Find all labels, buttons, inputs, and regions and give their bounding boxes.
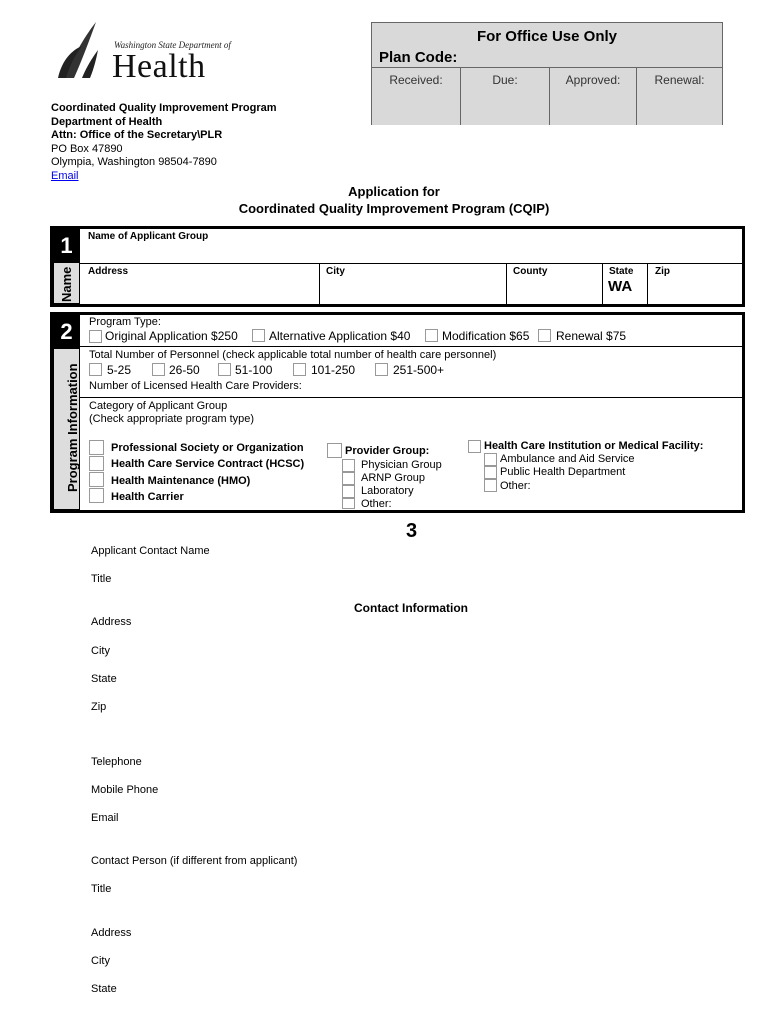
title-label: Title — [91, 573, 112, 585]
contact-city-label: City — [91, 645, 110, 657]
provider-group-checkbox[interactable] — [327, 443, 342, 458]
personnel-26-50-label: 26-50 — [169, 363, 200, 377]
contact-state-label: State — [91, 673, 117, 685]
city-label: City — [326, 266, 345, 277]
category-hint: (Check appropriate program type) — [89, 413, 255, 425]
contact-email-label: Email — [91, 812, 119, 824]
doh-logo — [52, 20, 232, 90]
contact-person-address-label: Address — [91, 927, 132, 939]
contact-person-title-label: Title — [91, 883, 112, 895]
personnel-101-250-checkbox[interactable] — [293, 363, 306, 376]
due-cell[interactable]: Due: — [460, 67, 549, 125]
institution-label: Health Care Institution or Medical Facility: — [484, 440, 704, 452]
sender-address — [51, 102, 277, 183]
program-name: Coordinated Quality Improvement Program — [51, 102, 277, 114]
email-link[interactable]: Email — [51, 169, 79, 182]
renewal-label: Renewal $75 — [556, 329, 627, 343]
health-carrier-checkbox[interactable] — [89, 488, 104, 503]
plan-code-label: Plan Code: — [379, 49, 458, 66]
address-label: Address — [88, 266, 129, 277]
ambulance-label: Ambulance and Aid Service — [500, 453, 635, 465]
personnel-5-25-label: 5-25 — [107, 363, 132, 377]
po-box: PO Box 47890 — [51, 142, 123, 155]
personnel-251-500-label: 251-500+ — [393, 363, 445, 377]
contact-person-state-label: State — [91, 983, 117, 995]
section-3-number: 3 — [406, 520, 418, 542]
provider-group-label: Provider Group: — [345, 445, 430, 457]
contact-info-heading: Contact Information — [354, 601, 468, 615]
public-health-checkbox[interactable] — [484, 466, 497, 479]
original-application-checkbox[interactable] — [89, 330, 102, 343]
renewal-cell[interactable]: Renewal: — [636, 67, 722, 125]
institution-other-checkbox[interactable] — [484, 479, 497, 492]
office-title: For Office Use Only — [476, 28, 618, 45]
form-title — [0, 183, 770, 217]
personnel-101-250-label: 101-250 — [311, 363, 356, 377]
contact-person-city-label: City — [91, 955, 110, 967]
office-use-box — [371, 22, 723, 125]
arnp-group-label: ARNP Group — [361, 472, 425, 484]
professional-society-label: Professional Society or Organization — [111, 442, 304, 454]
institution-checkbox[interactable] — [468, 440, 481, 453]
applicant-group-field[interactable] — [82, 244, 740, 262]
personnel-251-500-checkbox[interactable] — [375, 363, 388, 376]
personnel-26-50-checkbox[interactable] — [152, 363, 165, 376]
mobile-phone-label: Mobile Phone — [91, 784, 159, 796]
health-carrier-label: Health Carrier — [111, 491, 184, 503]
section-2-side-label: Program Information — [65, 363, 80, 492]
section-1-number: 1 — [53, 229, 80, 262]
hmo-label: Health Maintenance (HMO) — [111, 475, 251, 487]
ambulance-checkbox[interactable] — [484, 453, 497, 466]
arnp-group-checkbox[interactable] — [342, 472, 355, 485]
renewal-checkbox[interactable] — [538, 329, 551, 342]
hmo-checkbox[interactable] — [89, 472, 104, 487]
county-label: County — [513, 266, 548, 277]
approved-cell[interactable]: Approved: — [549, 67, 636, 125]
city-line: Olympia, Washington 98504-7890 — [51, 156, 217, 168]
professional-society-checkbox[interactable] — [89, 440, 104, 455]
personnel-51-100-label: 51-100 — [235, 363, 273, 377]
provider-other-label: Other: — [361, 498, 392, 509]
state-value: WA — [608, 278, 633, 295]
category-label: Category of Applicant Group — [89, 400, 228, 412]
state-label: State — [609, 266, 634, 277]
zip-label: Zip — [655, 266, 670, 277]
laboratory-checkbox[interactable] — [342, 485, 355, 498]
personnel-51-100-checkbox[interactable] — [218, 363, 231, 376]
alternative-application-checkbox[interactable] — [252, 329, 265, 342]
form-title-line1: Application for — [348, 184, 440, 199]
physician-group-label: Physician Group — [361, 459, 442, 471]
personnel-label: Total Number of Personnel (check applicable total number of health care personnel) — [89, 349, 497, 361]
section-2-number: 2 — [53, 315, 80, 348]
section-1-side-label: Name — [59, 266, 74, 302]
modification-label: Modification $65 — [442, 329, 530, 343]
provider-other-checkbox[interactable] — [342, 498, 355, 509]
form-title-line2: Coordinated Quality Improvement Program (CQIP) — [238, 201, 550, 216]
public-health-label: Public Health Department — [500, 466, 626, 478]
hcsc-label: Health Care Service Contract (HCSC) — [111, 458, 305, 470]
contact-person-label: Contact Person (if different from applicant) — [91, 855, 298, 867]
program-type-label: Program Type: — [89, 316, 161, 328]
hcsc-checkbox[interactable] — [89, 456, 104, 471]
department-name: Department of Health — [51, 115, 163, 128]
licensed-providers-label: Number of Licensed Health Care Providers: — [89, 380, 302, 392]
physician-group-checkbox[interactable] — [342, 459, 355, 472]
received-cell[interactable]: Received: — [372, 67, 460, 125]
contact-address-label: Address — [91, 616, 132, 628]
logo-subtitle: Washington State Department of — [114, 40, 231, 50]
personnel-5-25-checkbox[interactable] — [89, 363, 102, 376]
telephone-label: Telephone — [91, 756, 142, 768]
contact-zip-label: Zip — [91, 701, 107, 713]
alternative-application-label: Alternative Application $40 — [269, 329, 411, 343]
applicant-group-label: Name of Applicant Group — [88, 231, 209, 242]
original-application-label: Original Application $250 — [105, 329, 238, 343]
applicant-contact-name-label: Applicant Contact Name — [91, 545, 210, 557]
logo-name: Health — [112, 48, 206, 85]
laboratory-label: Laboratory — [361, 485, 414, 497]
attention-line: Attn: Office of the Secretary\PLR — [51, 129, 223, 141]
institution-other-label: Other: — [500, 480, 531, 492]
modification-checkbox[interactable] — [425, 329, 438, 342]
